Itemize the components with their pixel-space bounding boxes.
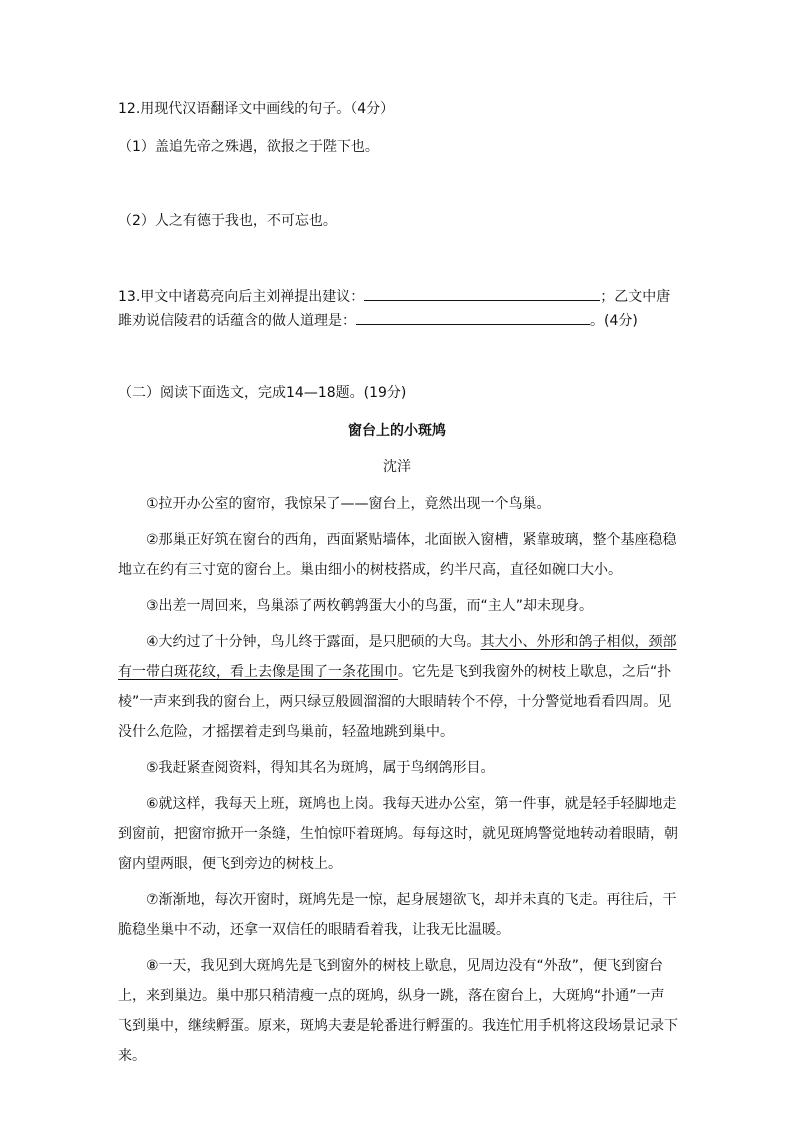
q13-line-2 bbox=[118, 310, 638, 330]
q13-answer-blank-1[interactable] bbox=[364, 286, 600, 301]
q13-answer-blank-2[interactable] bbox=[356, 310, 590, 325]
paragraph-4 bbox=[118, 627, 678, 747]
article-title: 窗台上的小斑鸠 bbox=[348, 423, 446, 439]
q13-text-2: ；乙文中唐 bbox=[600, 289, 671, 305]
paragraph-8: ⑧一天，我见到大斑鸠先是飞到窗外的树枝上歇息，见周边没有“外敌”，便飞到窗台上，来到巢边。巢中那只稍清瘦一点的斑鸠，纵身一跳，落在窗台上，大斑鸠“扑通”一声飞到巢中，继续孵蛋。原来，斑鸠夫妻是轮番进行孵蛋的。我连忙用手机将这段场景记录下来。 bbox=[118, 958, 678, 1064]
paragraph-4-text-b: 。它先是飞到我窗外的树枝上歇息，之后“扑棱”一声来到我的窗台上，两只绿豆般圆溜溜的大眼睛转个不停，十分警觉地看看四周。见没什么危险，才摇摆着走到鸟巢前，轻盈地跳到巢中。 bbox=[118, 664, 672, 740]
article-body bbox=[118, 489, 678, 1071]
q13-line-1 bbox=[118, 286, 670, 306]
q12-stem: 12.用现代汉语翻译文中画线的句子。（4分） bbox=[118, 101, 395, 117]
paragraph-4-underlined-sentence: 其大小、外形和鸽子相似，颈部有一带白斑花纹，看上去像是围了一条花围巾 bbox=[118, 634, 677, 680]
paragraph-1: ①拉开办公室的窗帘，我惊呆了——窗台上，竟然出现一个鸟巢。 bbox=[146, 496, 551, 512]
section-2-heading: （二）阅读下面选文，完成14—18题。(19分) bbox=[118, 385, 407, 401]
paragraph-6: ⑥就这样，我每天上班，斑鸠也上岗。我每天进办公室，第一件事，就是轻手轻脚地走到窗前，把窗帘掀开一条缝，生怕惊吓着斑鸠。每每这时，就见斑鸠警觉地转动着眼睛，朝窗内望两眼，便飞到旁边的树枝上。 bbox=[118, 796, 678, 872]
q12-sentence-2: （2）人之有德于我也，不可忘也。 bbox=[118, 213, 337, 229]
q12-sentence-1: （1）盖追先帝之殊遇，欲报之于陛下也。 bbox=[118, 139, 379, 155]
paragraph-7: ⑦渐渐地，每次开窗时，斑鸠先是一惊，起身展翅欲飞，却并未真的飞走。再往后，干脆稳坐巢中不动，还拿一双信任的眼睛看着我，让我无比温暖。 bbox=[118, 892, 677, 938]
q13-text-1: 13.甲文中诸葛亮向后主刘禅提出建议： bbox=[118, 289, 365, 305]
q13-text-4: 。(4分) bbox=[590, 313, 638, 329]
q13-text-3: 雎劝说信陵君的话蕴含的做人道理是： bbox=[118, 313, 356, 329]
paragraph-3: ③出差一周回来，鸟巢添了两枚鹌鹑蛋大小的鸟蛋，而“主人”却未现身。 bbox=[146, 598, 594, 614]
paragraph-4-text-a: ④大约过了十分钟，鸟儿终于露面，是只肥硕的大鸟。 bbox=[146, 634, 481, 650]
article-author: 沈洋 bbox=[383, 459, 411, 475]
paragraph-2: ②那巢正好筑在窗台的西角，西面紧贴墙体，北面嵌入窗槽，紧靠玻璃，整个基座稳稳地立在约有三寸宽的窗台上。巢由细小的树枝搭成，约半尺高，直径如碗口大小。 bbox=[118, 532, 677, 578]
paragraph-5: ⑤我赶紧查阅资料，得知其名为斑鸠，属于鸟纲鸽形目。 bbox=[146, 760, 495, 776]
